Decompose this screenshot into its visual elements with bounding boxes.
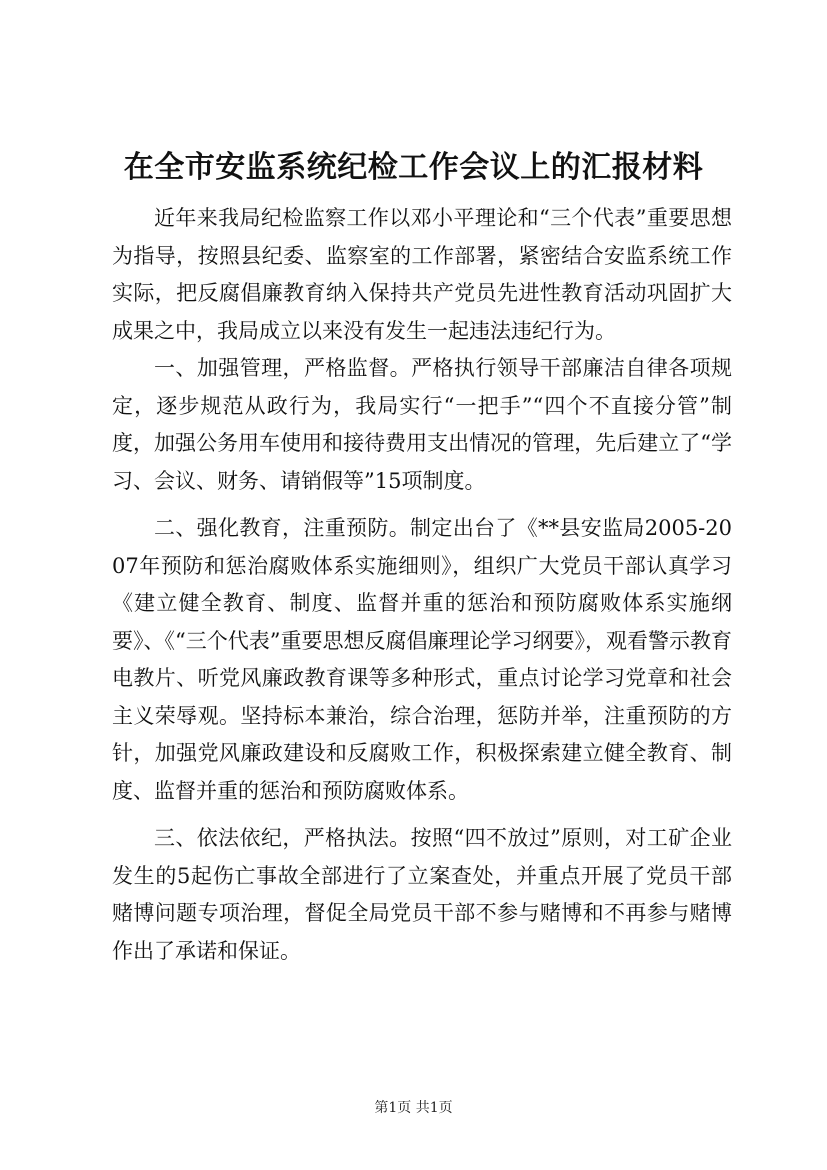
paragraph-section-2: 二、强化教育，注重预防。制定出台了《**县安监局2005-2007年预防和惩治腐败体系实施细则》，组织广大党员干部认真学习《建立健全教育、制度、监督并重的惩治和预防腐败体系实施纲要》、《“三个代表”重要思想反腐倡廉理论学习纲要》，观看警示教育电教片、听党风廉政教育课等多种形式，重点讨论学习党章和社会主义荣辱观。坚持标本兼治，综合治理，惩防并举，注重预防的方针，加强党风廉政建设和反腐败工作，积极探索建立健全教育、制度、监督并重的惩治和预防腐败体系。	[112, 516, 732, 803]
page-number-footer: 第1页 共1页	[374, 1100, 453, 1116]
paragraph-intro: 近年来我局纪检监察工作以邓小平理论和“三个代表”重要思想为指导，按照县纪委、监察室的工作部署，紧密结合安监系统工作实际，把反腐倡廉教育纳入保持共产党员先进性教育活动巩固扩大成果之中，我局成立以来没有发生一起违法违纪行为。	[112, 206, 732, 343]
paragraph-section-1: 一、加强管理，严格监督。严格执行领导干部廉洁自律各项规定，逐步规范从政行为，我局实行“一把手”“四个不直接分管”制度，加强公务用车使用和接待费用支出情况的管理，先后建立了“学习、会议、财务、请销假等”15项制度。	[112, 356, 732, 493]
document-title: 在全市安监系统纪检工作会议上的汇报材料	[123, 150, 704, 185]
paragraph-section-3: 三、依法依纪，严格执法。按照“四不放过”原则，对工矿企业发生的5起伤亡事故全部进行了立案查处，并重点开展了党员干部赌博问题专项治理，督促全局党员干部不参与赌博和不再参与赌博作出了承诺和保证。	[112, 826, 732, 963]
document-body	[112, 200, 732, 970]
